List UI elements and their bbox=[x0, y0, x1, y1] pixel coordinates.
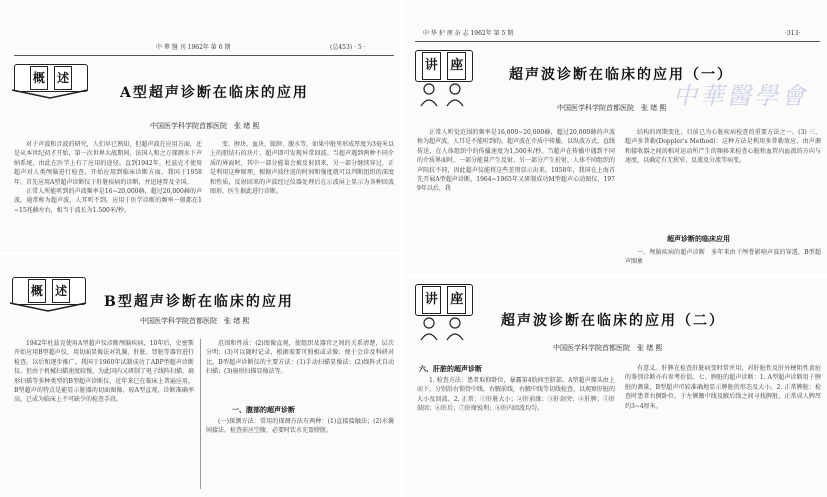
paragraph: 范围和性质：(2)图像直观，使组织及器官之间的关系清楚，层次分明；(3)可以随时记录，根据需要可照相或录像；便于会诊及科研对比。B型超声诊断仪的主要方法：(1)手动扫描显像法；(2)线阵式自动扫描；(3)扇形扫描显像法等。 bbox=[206, 340, 394, 376]
running-head: 中 华 护 理 杂 志 1962年 第 5 期 bbox=[423, 30, 514, 37]
section-badge-lecture bbox=[415, 284, 473, 316]
watermark: 中華醫學會 bbox=[673, 82, 808, 110]
header-rule bbox=[14, 55, 394, 56]
section-heading: 超声诊断的临床应用 bbox=[667, 234, 730, 243]
page-number: ·313· bbox=[785, 30, 801, 37]
article-title: 超声波诊断在临床的应用（二） bbox=[501, 313, 725, 329]
page-number: (总453) · 5 · bbox=[330, 44, 366, 51]
body-column-left bbox=[14, 140, 202, 250]
body-column-left bbox=[14, 339, 194, 495]
decorative-figures-icon bbox=[415, 316, 471, 342]
author-institution: 中国医学科学院首都医院 张 绪 熙 bbox=[150, 122, 260, 130]
body-column-right bbox=[206, 339, 394, 399]
badge-char: 讲 bbox=[422, 52, 441, 80]
paragraph: 一、颅脑疾病的超声诊断 多年来由于颅骨影响声波的穿透，B型超声图象 bbox=[625, 249, 821, 266]
paragraph: 有意义。肝脾在检查肝脏病变时常并用，对肝脏性及肝外梗阻性黄疸的鉴别诊断亦有参考价值。七、脾脏的超声诊断：1. A型超声诊断用于脾脏的测量，B型超声可较准确地显示脾脏的形态及大小。2. 正常脾脏：检查时患者右侧卧位，于左侧腋中线及腋后线之间寻找脾脏，正常成人脾厚约3~4厘米。 bbox=[625, 365, 821, 410]
body-column-right bbox=[625, 128, 821, 224]
article-title: A型超声诊断在临床的应用 bbox=[120, 85, 309, 101]
badge-char: 概 bbox=[28, 279, 46, 303]
paragraph: 1. 检查方法：患者取仰卧位，暴露第4肋间至脐部，A型超声探头由上而下，分别沿右锁骨中线，右腋前线，右腋中线等切线检查，以观察肝脏的大小及回波。2. 正常：①肝脏大小；②肝前缘；③肝剑突；④肝脾；⑤肝鼓回；⑥肝后；⑦肝缘锐利；⑧肝内回波均匀。 bbox=[417, 377, 615, 413]
author-institution: 中国医学科学院首都医院 张 绪 熙 bbox=[553, 344, 663, 352]
paragraph: 正常人听觉范围的频率是16,000~20,000赫，超过20,000赫的声波称为超声波，人耳是不能听到的。超声波在介质中传播，以纵波方式，直线传送，在人体组织中的传播速度为1,500米/秒。当超声在传播中遇到不同的介质界面时，一部分能量产生反射，另一部分产生折射，人体不同组织的声阻抗不同，因此超声仪能将这些差别显示出来。1958年，我国在上海首先开展A型超声诊断，1964~1965年又研制成功M型超声心动图仪，1979年以后，我 bbox=[417, 129, 615, 193]
body-column-right bbox=[625, 364, 821, 496]
page-scan-b-type bbox=[0, 255, 400, 497]
section-heading: 一、腹部的超声诊断 bbox=[232, 405, 295, 414]
body-column-right-cont bbox=[206, 417, 394, 495]
badge-char: 述 bbox=[52, 279, 70, 303]
badge-char: 座 bbox=[447, 52, 466, 80]
paragraph: 正常人所能听到的声波频率是16~20,000赫，超过20,000赫的声波，通常称为超声波，人耳听不到。应用于医学诊断的频率一般都在1~15兆赫左右，相当于波长为1.500米/秒。 bbox=[14, 188, 202, 214]
paragraph: 变、肿块、血块、脓肿、腹水等，如果中脏里形成厚度为3毫米以上的胆结石的块片，超声即可发现异常回波。当超声遇到两种不同介质的界面时，其中一部分能量会被反射回来，另一部分继续穿过，正是利用这种原理，根据声波往返的时间和强度就可以判断组织的深度和性质，反射回来的声波经过仪器处理后在示波屏上显示为各种回波图形，医生据此进行诊断。 bbox=[210, 141, 394, 196]
paragraph: (一)探测方法：常用的探测方法有两种：(1)直接接触法；(2)水囊间接法。检查前应空腹，必要时饮水充盈膀胱。 bbox=[206, 418, 394, 435]
page-scan-a-type bbox=[0, 0, 400, 252]
article-title: B型超声诊断在临床的应用 bbox=[104, 294, 294, 310]
badge-char: 概 bbox=[30, 66, 48, 90]
page-scan-lecture-1 bbox=[405, 0, 827, 275]
section-badge-lecture bbox=[415, 50, 473, 82]
body-column-right-cont bbox=[625, 248, 821, 274]
paragraph: 对于声波和音波的研究，人们早已熟知，但超声波在应用方面，还是从本世纪初才开始，第一次世界大战期间，法国人和之万探测水下声纳系统，由此在医学上有了应用的途径。直到1942年，杜兹克才使用超声对人类颅脑进行检查，开始应用到临床诊断方面。我国于1958年，首先应用A型超声诊断仪于肝脏疾病的诊断，并迅速普及全国。 bbox=[14, 141, 202, 186]
article-title: 超声波诊断在临床的应用（一） bbox=[509, 67, 733, 83]
page-scan-lecture-2 bbox=[405, 278, 827, 497]
badge-ribbon-icon bbox=[10, 88, 90, 100]
badge-char: 述 bbox=[54, 66, 72, 90]
author-institution: 中国医学科学院首都医院 张 绪 熙 bbox=[557, 104, 667, 112]
header-rule bbox=[415, 41, 820, 42]
decorative-figures-icon bbox=[415, 82, 471, 108]
badge-char: 座 bbox=[447, 286, 466, 314]
badge-char: 讲 bbox=[422, 286, 441, 314]
paragraph: 结构的周期变化，目前已为心脏疾病检查的重要方法之一。(3) 三、超声多普勒(Doppler's Method)：这种方法是利用多普勒效应，由声源和接收器之间的相对运动所产生的频移来检查心脏和血管内血流的方向与速度，以确定有无狭窄、反流及分流等病变。 bbox=[625, 129, 821, 165]
running-head: 中 華 醫 刊 1962年 第 6 期 bbox=[156, 44, 231, 51]
badge-ribbon-icon bbox=[8, 301, 88, 313]
body-column-left bbox=[417, 376, 615, 496]
section-heading: 六、肝脏的超声诊断 bbox=[419, 364, 482, 373]
paragraph: 1942年杜兹克使用A型超声仪诊断颅脑疾病，10年后，史密斯开始应用B型超声仪，用切面显像法对乳腺、肝脏、肾脏等器官进行检查。以后和逐步推广。我国于1960年试制成功了ABP型超声诊断仪，但由于机械扫描速度较慢，为此国内又研制了电子线阵扫描、扇形扫描等多种类型的B型超声诊断仪，近年来已在临床上普遍应用，B型超声的特点是能显示脏器的切面图像，较A型直观，诊断准确率高，已成为临床上不可缺少的检查手段。 bbox=[14, 340, 194, 404]
author-institution: 中国医学科学院首都医院 张 绪 熙 bbox=[140, 317, 250, 325]
body-column-left bbox=[417, 128, 615, 274]
body-column-right bbox=[210, 140, 394, 250]
column-divider bbox=[200, 339, 201, 489]
